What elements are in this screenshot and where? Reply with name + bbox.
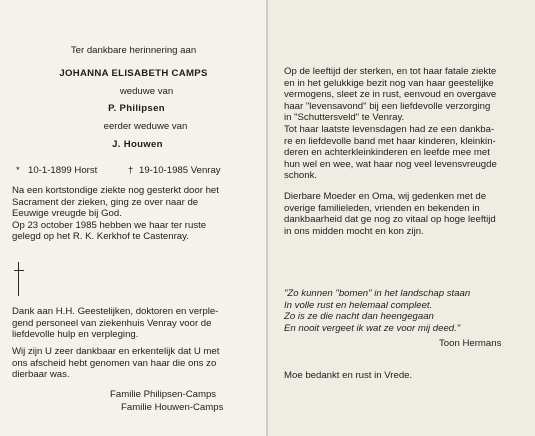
paragraph-line: hun wel en wee, wat haar nog veel levensvreugde <box>284 158 497 170</box>
paragraph-line: Tot haar laatste levensdagen had ze een dankba- <box>284 123 495 135</box>
paragraph-line: Wij zijn U zeer dankbaar en erkentelijk dat U met <box>12 346 220 357</box>
closing-line: Moe bedankt en rust in Vrede. <box>284 370 413 381</box>
intro-text: Ter dankbare herinnering aan <box>70 45 197 56</box>
poem-line: In volle rust en helemaal compleet. <box>284 299 433 311</box>
paragraph-line: in ons midden mocht en kon zijn. <box>284 225 424 237</box>
widow-label-2: eerder weduwe van <box>103 121 188 132</box>
paragraph-line: gelegd op het R. K. Kerkhof te Castenray. <box>12 231 189 243</box>
birth-date: 10-1-1899 Horst <box>28 165 98 176</box>
paragraph-line: re en liefdevolle band met haar kinderen, kleinkin- <box>284 135 496 147</box>
husband-1-name: P. Philipsen <box>108 103 165 114</box>
paragraph-line: Dank aan H.H. Geestelijken, doktoren en verple- <box>12 306 219 317</box>
poem-line: "Zo kunnen "bomen" in het landschap staan <box>284 288 471 299</box>
paragraph-line: dankbaarheid dat ge nog zo vitaal op hoge leeftijd <box>284 214 496 226</box>
paragraph-line: haar "levensavond" bij een liefdevolle verzorging <box>284 100 491 112</box>
cross-icon <box>14 262 24 296</box>
death-date: 19-10-1985 Venray <box>139 165 221 176</box>
paragraph-line: in "Schuttersveld" te Venray. <box>284 112 405 124</box>
widow-label-1: weduwe van <box>119 86 174 97</box>
husband-2-name: J. Houwen <box>112 139 163 150</box>
deceased-name: JOHANNA ELISABETH CAMPS <box>59 68 208 79</box>
poem-line: Zo is ze die nacht dan heengegaan <box>284 311 434 323</box>
announcement-paragraph <box>12 185 219 243</box>
poem <box>284 288 470 334</box>
poem-line: En nooit vergeet ik wat ze voor mij deed." <box>284 322 461 334</box>
paragraph-line: liefdevolle hulp en verpleging. <box>12 329 139 341</box>
paragraph-line: deren en achterkleinkinderen en leefde mee met <box>284 147 490 159</box>
death-symbol: † <box>128 165 134 176</box>
paragraph-line: schonk. <box>284 170 318 182</box>
paragraph-line: dierbaar was. <box>12 369 70 381</box>
left-page <box>0 0 267 436</box>
paragraph-line: Op de leeftijd der sterken, en tot haar fatale ziekte <box>284 66 497 77</box>
life-paragraph <box>284 66 497 182</box>
thanks-paragraph <box>12 306 218 341</box>
poem-author: Toon Hermans <box>439 338 502 349</box>
gratitude-paragraph <box>12 346 219 381</box>
paragraph-line: Dierbare Moeder en Oma, wij gedenken met de <box>284 191 487 202</box>
family-signature-2: Familie Houwen-Camps <box>121 402 224 413</box>
paragraph-line: vermogens, sleet ze in rust, eenvoud en overgave <box>284 89 497 101</box>
paragraph-line: ons afscheid hebt genomen van haar die ons zo <box>12 357 217 369</box>
remembrance-paragraph <box>284 191 496 237</box>
birth-symbol: * <box>16 165 20 176</box>
paragraph-line: Op 23 october 1985 hebben we haar ter ruste <box>12 219 207 231</box>
paragraph-line: Eeuwige vreugde bij God. <box>12 208 122 220</box>
paragraph-line: gend personeel van ziekenhuis Venray voor de <box>12 317 212 329</box>
paragraph-line: Na een kortstondige ziekte nog gesterkt door het <box>12 185 219 196</box>
paragraph-line: en in het gelukkige bezit nog van haar geestelijke <box>284 77 494 89</box>
family-signature-1: Familie Philipsen-Camps <box>110 389 217 400</box>
right-page <box>268 0 535 436</box>
paragraph-line: Sacrament der zieken, ging ze over naar de <box>12 196 199 208</box>
paragraph-line: overige familieleden, vrienden en bekenden in <box>284 202 480 214</box>
